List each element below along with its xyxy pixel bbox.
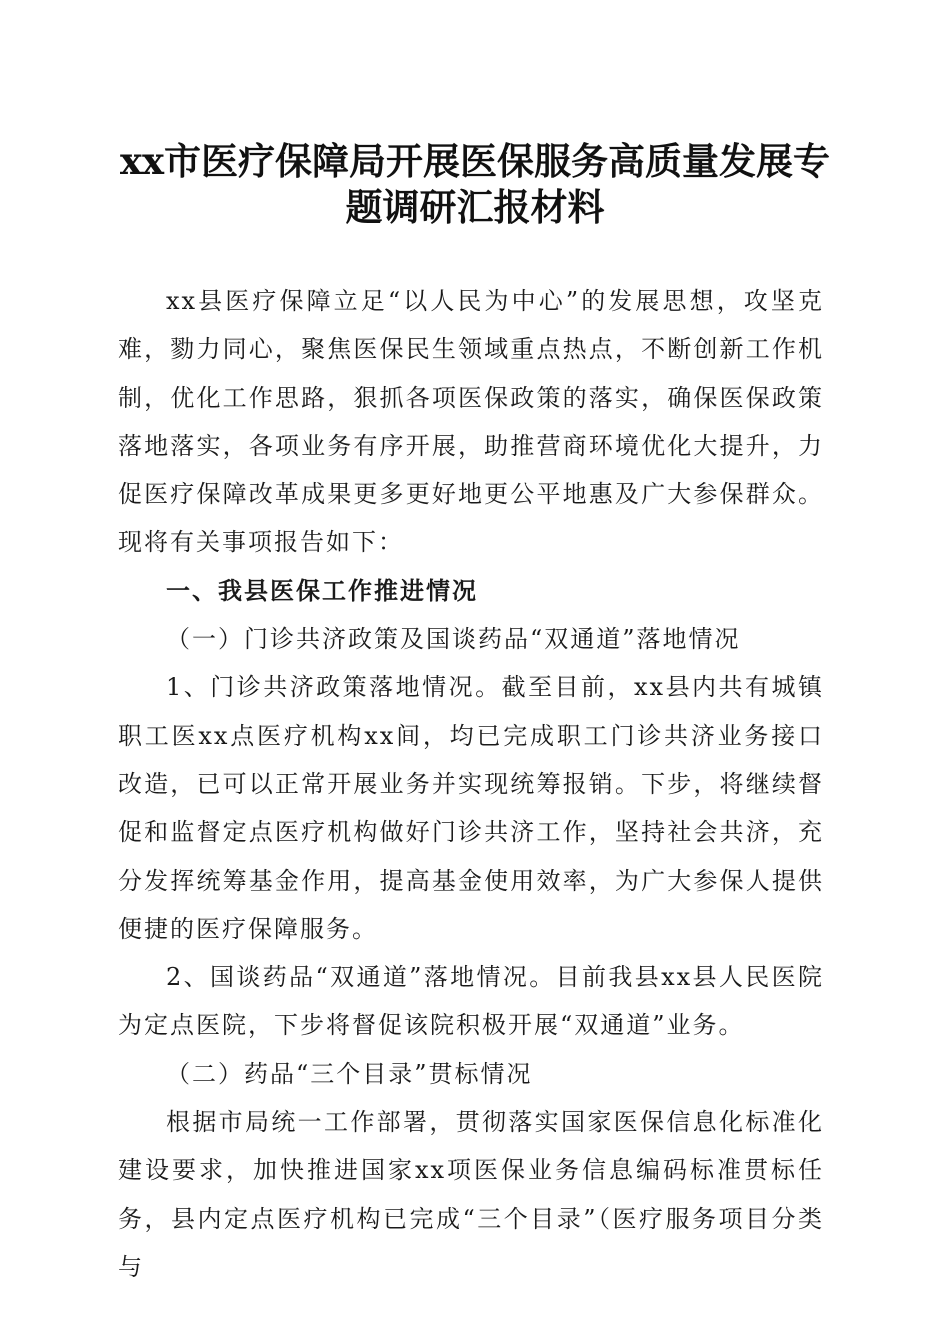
document-title: [100, 138, 850, 230]
subsection-heading-2: （二）药品“三个目录”贯标情况: [166, 1059, 533, 1088]
title-line-2: 题调研汇报材料: [345, 185, 605, 229]
paragraph-dual-channel: 2、国谈药品“双通道”落地情况。目前我县xx县人民医院为定点医院，下步将督促该院积极开展“双通道”业务。: [118, 963, 824, 1040]
paragraph-outpatient-policy: 1、门诊共济政策落地情况。截至目前，xx县内共有城镇职工医xx点医疗机构xx间，均已完成职工门诊共济业务接口改造，已可以正常开展业务并实现统筹报销。下步，将继续督促和监督定点医疗机构做好门诊共济工作，坚持社会共济，充分发挥统筹基金作用，提高基金使用效率，为广大参保人提供便捷的医疗保障服务。: [118, 673, 824, 943]
subsection-heading-1: （一）门诊共济政策及国谈药品“双通道”落地情况: [166, 625, 741, 654]
intro-paragraph: xx县医疗保障立足“以人民为中心”的发展思想，攻坚克难，勠力同心，聚焦医保民生领域重点热点，不断创新工作机制，优化工作思路，狠抓各项医保政策的落实，确保医保政策落地落实，各项业务有序开展，助推营商环境优化大提升，力促医疗保障改革成果更多更好地更公平地惠及广大参保群众。现将有关事项报告如下：: [118, 287, 824, 557]
document-body: [118, 277, 824, 1291]
title-line-1: xx市医疗保障局开展医保服务高质量发展专: [119, 139, 831, 183]
paragraph-three-catalogs: 根据市局统一工作部署，贯彻落实国家医保信息化标准化建设要求，加快推进国家xx项医保业务信息编码标准贯标任务，县内定点医疗机构已完成“三个目录”（医疗服务项目分类与: [118, 1108, 824, 1281]
section-heading-1: 一、我县医保工作推进情况: [166, 575, 478, 605]
